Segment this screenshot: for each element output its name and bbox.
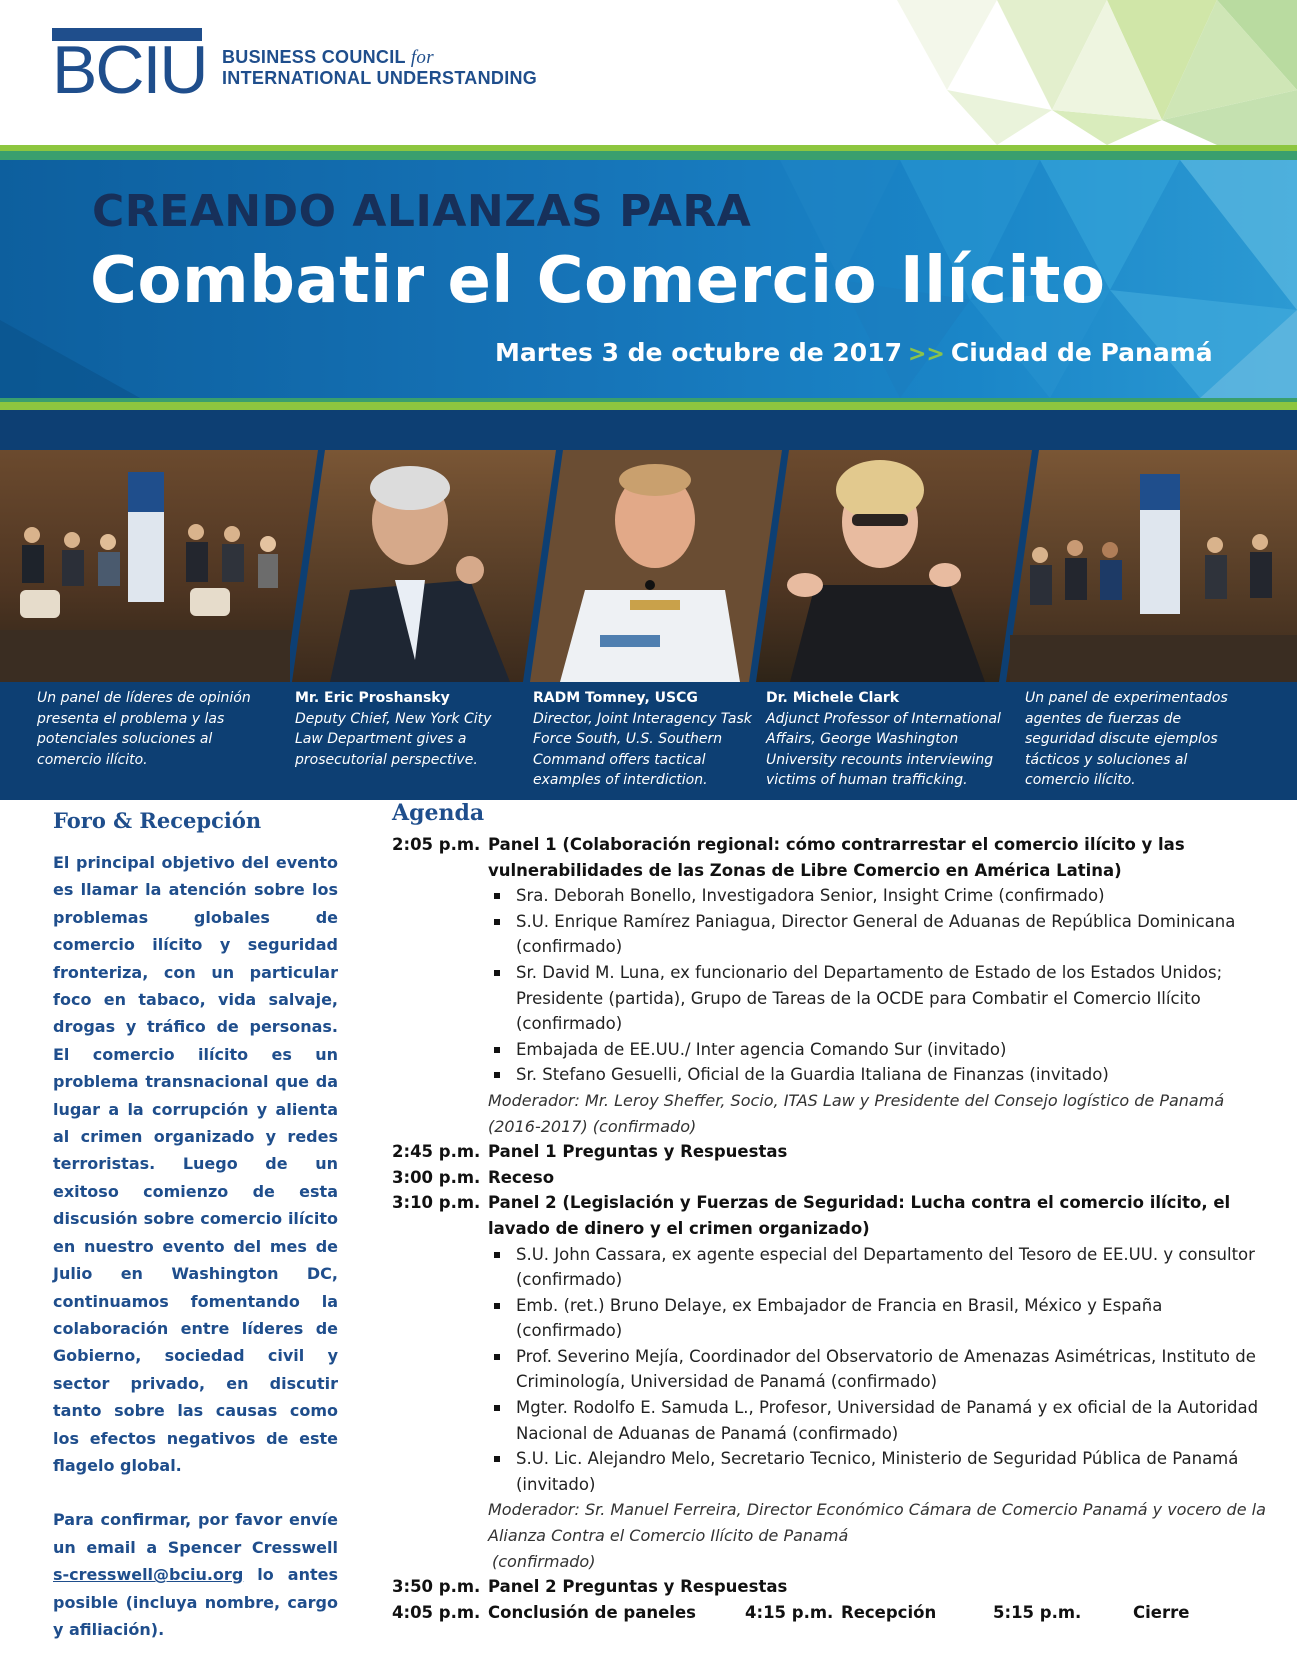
caption-michele-clark bbox=[766, 688, 1006, 791]
speaker-item: Prof. Severino Mejía, Coordinador del Observatorio de Amenazas Asimétricas, Instituto de Criminología, Universidad de Panamá (confirmado) bbox=[488, 1344, 1272, 1395]
agenda-item-q1 bbox=[392, 1139, 1272, 1165]
agenda-label: Panel 2 (Legislación y Fuerzas de Seguridad: Lucha contra el comercio ilícito, el lavado de dinero y el crimen organizado) bbox=[488, 1193, 1231, 1238]
agenda-time: 3:10 p.m. bbox=[392, 1193, 481, 1213]
speaker-item: Mgter. Rodolfo E. Samuda L., Profesor, Universidad de Panamá y ex oficial de la Autoridad Nacional de Aduanas de Panamá (confirmado) bbox=[488, 1395, 1272, 1446]
moderator: Moderador: Mr. Leroy Sheffer, Socio, ITAS Law y Presidente del Consejo logístico de Panamá (2016-2017) (confirmado) bbox=[488, 1090, 1225, 1136]
agenda-item-break bbox=[392, 1165, 1272, 1191]
agenda-time: 3:50 p.m. bbox=[392, 1577, 481, 1597]
photo-strip bbox=[0, 450, 1297, 682]
agenda-label: Receso bbox=[488, 1167, 555, 1187]
header-triangle-pattern bbox=[777, 0, 1297, 145]
event-date-location bbox=[495, 338, 1213, 367]
moderator: Moderador: Sr. Manuel Ferreira, Director Económico Cámara de Comercio Panamá y vocero de la Alianza Contra el Comercio Ilícito de Panamá bbox=[488, 1500, 1266, 1546]
rsvp-text-end: lo antes posible (incluya nombre, cargo y afiliación). bbox=[53, 1565, 338, 1639]
agenda-label: Panel 1 Preguntas y Respuestas bbox=[488, 1142, 788, 1162]
rsvp-paragraph bbox=[53, 1506, 338, 1643]
page-header bbox=[0, 0, 1297, 145]
caption-panel-discussion bbox=[37, 688, 262, 770]
banner-headline-main: Combatir el Comercio Ilícito bbox=[90, 244, 1106, 318]
photo-radm-tomney bbox=[530, 450, 782, 682]
caption-security-panel bbox=[1025, 688, 1250, 791]
final-row bbox=[488, 1600, 1272, 1626]
caption-name: RADM Tomney, USCG bbox=[533, 690, 698, 706]
title-banner bbox=[0, 160, 1297, 398]
photo-eric-proshansky bbox=[292, 450, 556, 682]
caption-text: Adjunct Professor of International Affairs, George Washington University recounts interviewing victims of human trafficking. bbox=[766, 710, 1001, 788]
photo-section bbox=[0, 410, 1297, 800]
separator-arrows: >> bbox=[907, 342, 945, 367]
agenda-item-panel2 bbox=[392, 1190, 1272, 1574]
reception-time: 4:15 p.m. bbox=[745, 1602, 834, 1622]
photo-panel-discussion bbox=[0, 450, 318, 682]
org-line1-for: for bbox=[410, 47, 434, 68]
forum-title: Foro & Recepción bbox=[53, 808, 262, 833]
speaker-list bbox=[488, 1242, 1272, 1498]
close-label: Cierre bbox=[1133, 1602, 1190, 1622]
agenda-time: 2:45 p.m. bbox=[392, 1142, 481, 1162]
speaker-item: Sra. Deborah Bonello, Investigadora Senior, Insight Crime (confirmado) bbox=[488, 883, 1272, 909]
caption-eric-proshansky bbox=[295, 688, 495, 770]
agenda-title: Agenda bbox=[392, 800, 485, 826]
speaker-item: Sr. Stefano Gesuelli, Oficial de la Guardia Italiana de Finanzas (invitado) bbox=[488, 1062, 1272, 1088]
org-line1: BUSINESS COUNCIL bbox=[222, 47, 406, 67]
reception-label: Recepción bbox=[841, 1602, 937, 1622]
agenda-item-panel1 bbox=[392, 832, 1272, 1139]
caption-text: Director, Joint Interagency Task Force South, U.S. Southern Command offers tactical examples of interdiction. bbox=[533, 710, 752, 788]
bciu-logo bbox=[52, 28, 207, 108]
org-line2: INTERNATIONAL UNDERSTANDING bbox=[222, 68, 538, 88]
conclusion-label: Conclusión de paneles bbox=[488, 1602, 696, 1622]
photo-michele-clark bbox=[756, 450, 1032, 682]
teal-stripe-top bbox=[0, 151, 1297, 160]
agenda-time: 2:05 p.m. bbox=[392, 835, 481, 854]
caption-text: Un panel de experimentados agentes de fuerzas de seguridad discute ejemplos tácticos y soluciones al comercio ilícito. bbox=[1025, 690, 1228, 788]
agenda-time: 4:05 p.m. bbox=[392, 1602, 481, 1622]
rsvp-text: Para confirmar, por favor envíe un email a Spencer Cresswell bbox=[53, 1510, 338, 1557]
caption-text: Un panel de líderes de opinión presenta el problema y las potenciales soluciones al comercio ilícito. bbox=[37, 690, 251, 768]
banner-headline-top: CREANDO ALIANZAS PARA bbox=[92, 186, 752, 237]
close-time: 5:15 p.m. bbox=[993, 1602, 1082, 1622]
rsvp-email-link[interactable]: s-cresswell@bciu.org bbox=[53, 1565, 244, 1585]
agenda-label: Panel 2 Preguntas y Respuestas bbox=[488, 1577, 788, 1597]
photo-security-panel bbox=[1006, 450, 1297, 682]
caption-name: Dr. Michele Clark bbox=[766, 690, 900, 706]
caption-radm-tomney bbox=[533, 688, 758, 791]
caption-text: Deputy Chief, New York City Law Department gives a prosecutorial perspective. bbox=[295, 710, 492, 768]
agenda-item-q2 bbox=[392, 1574, 1272, 1600]
agenda-label: Panel 1 (Colaboración regional: cómo contrarrestar el comercio ilícito y las vulnerabilidades de las Zonas de Libre Comercio en América Latina) bbox=[488, 835, 1185, 880]
forum-description: El principal objetivo del evento es llamar la atención sobre los problemas globales de comercio ilícito y seguridad fronteriza, con un particular foco en tabaco, vida salvaje, drogas y tráfico de personas. El comercio ilícito es un problema transnacional que da lugar a la corrupción y alienta al crimen organizado y redes terroristas. Luego de un exitoso comienzo de esta discusión sobre comercio ilícito en nuestro evento del mes de Julio en Washington DC, continuamos fomentando la colaboración entre líderes de Gobierno, sociedad civil y sector privado, en discutir tanto sobre las causas como los efectos negativos de este flagelo global. bbox=[53, 853, 338, 1475]
green-stripe-bottom bbox=[0, 402, 1297, 410]
speaker-list bbox=[488, 883, 1272, 1088]
caption-name: Mr. Eric Proshansky bbox=[295, 690, 450, 706]
speaker-item: S.U. John Cassara, ex agente especial del Departamento del Tesoro de EE.UU. y consultor (confirmado) bbox=[488, 1242, 1272, 1293]
agenda-item-final bbox=[392, 1600, 1272, 1626]
speaker-item: S.U. Enrique Ramírez Paniagua, Director General de Aduanas de República Dominicana (confirmado) bbox=[488, 909, 1272, 960]
speaker-item: Embajada de EE.UU./ Inter agencia Comando Sur (invitado) bbox=[488, 1037, 1272, 1063]
forum-section bbox=[53, 808, 338, 1643]
event-date: Martes 3 de octubre de 2017 bbox=[495, 338, 902, 367]
speaker-item: Emb. (ret.) Bruno Delaye, ex Embajador de Francia en Brasil, México y España (confirmado) bbox=[488, 1293, 1272, 1344]
moderator-status: (confirmado) bbox=[492, 1551, 596, 1571]
agenda-time: 3:00 p.m. bbox=[392, 1167, 481, 1187]
agenda-section bbox=[392, 800, 1272, 1625]
event-city: Ciudad de Panamá bbox=[950, 338, 1213, 367]
organization-name bbox=[222, 47, 537, 89]
speaker-item: S.U. Lic. Alejandro Melo, Secretario Tecnico, Ministerio de Seguridad Pública de Panamá (invitado) bbox=[488, 1446, 1272, 1497]
speaker-item: Sr. David M. Luna, ex funcionario del Departamento de Estado de los Estados Unidos; Presidente (partida), Grupo de Tareas de la OCDE para Combatir el Comercio Ilícito (confirmado) bbox=[488, 960, 1272, 1037]
logo-text: BCIU bbox=[52, 32, 207, 108]
